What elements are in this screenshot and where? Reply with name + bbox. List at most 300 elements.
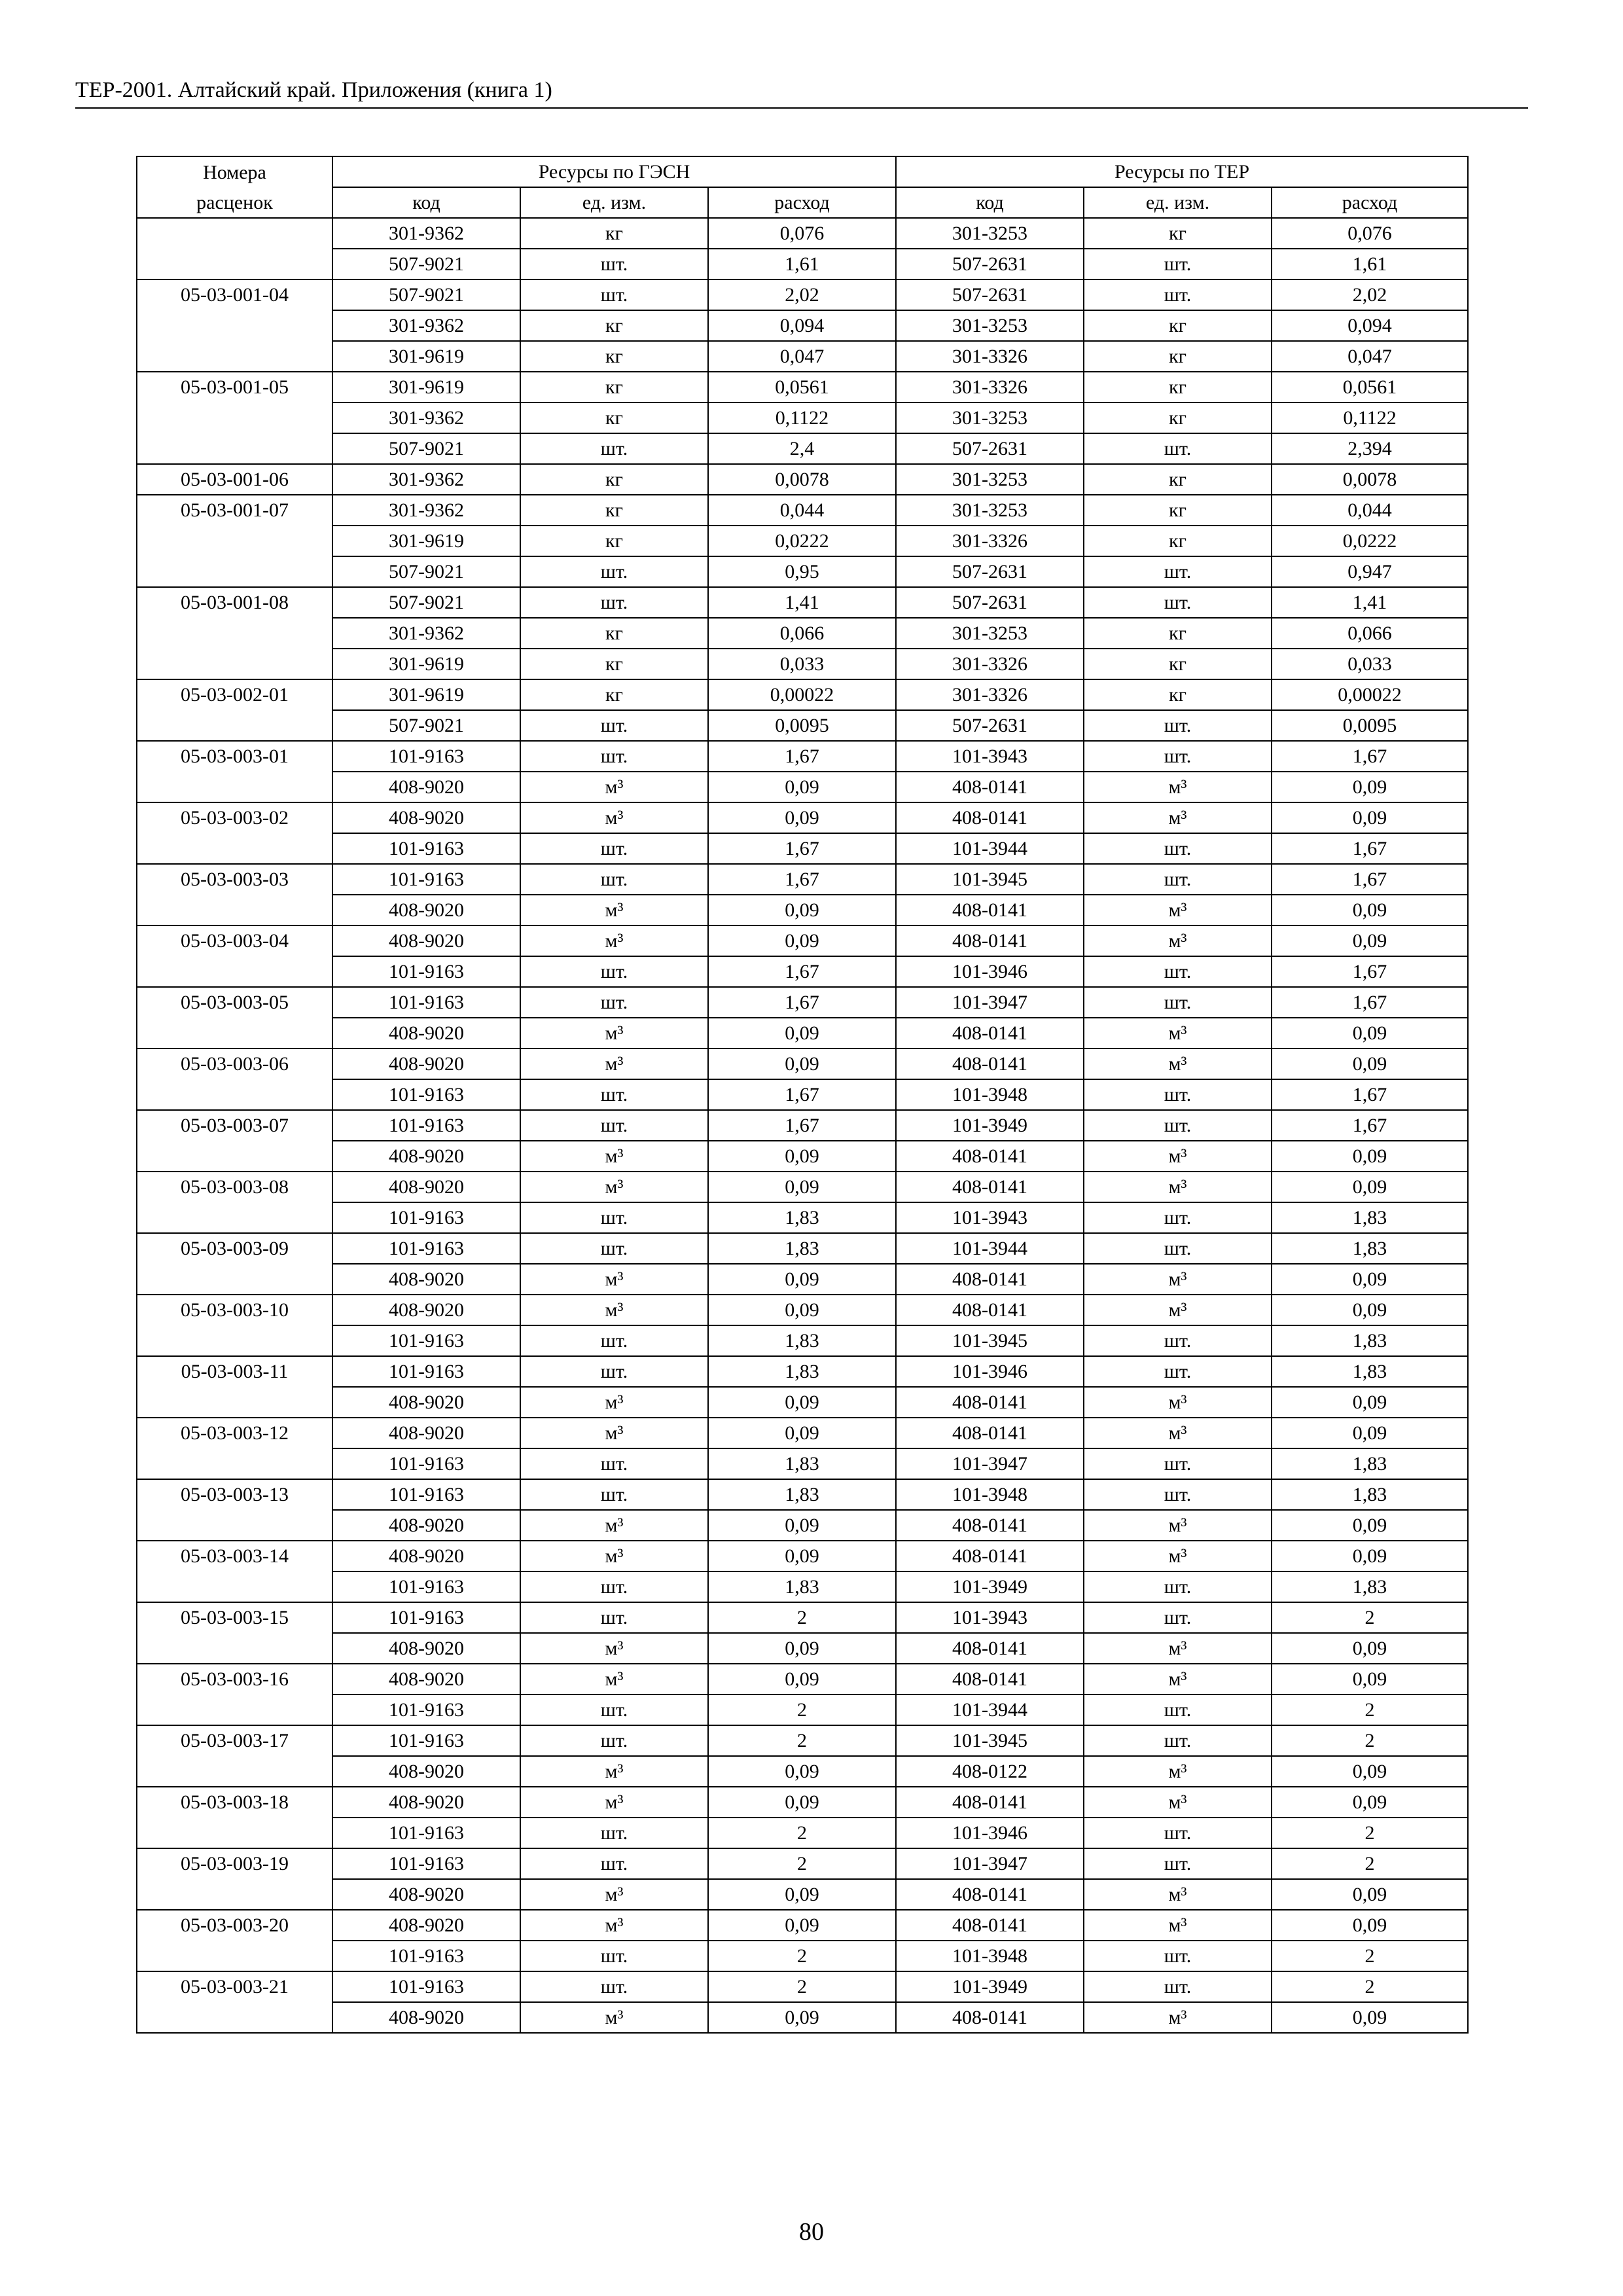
table-row bbox=[137, 772, 1468, 802]
gesn-code-cell: 408-9020 bbox=[332, 1418, 520, 1448]
ter-code-cell: 301-3253 bbox=[896, 403, 1084, 433]
gesn-code-cell: 408-9020 bbox=[332, 1756, 520, 1787]
gesn-unit-cell: шт. bbox=[520, 1848, 708, 1879]
ter-qty-cell: 0,09 bbox=[1272, 1172, 1468, 1202]
gesn-qty-cell: 0,047 bbox=[708, 341, 896, 372]
resources-table bbox=[136, 156, 1469, 2034]
rate-number-cell: 05-03-003-04 bbox=[137, 925, 332, 956]
rate-number-cell: 05-03-003-18 bbox=[137, 1787, 332, 1818]
gesn-unit-cell: шт. bbox=[520, 1695, 708, 1725]
ter-qty-cell: 0,09 bbox=[1272, 1633, 1468, 1664]
ter-code-cell: 101-3948 bbox=[896, 1479, 1084, 1510]
rate-number-cell bbox=[137, 1079, 332, 1110]
ter-qty-cell: 1,67 bbox=[1272, 741, 1468, 772]
ter-unit-cell: м³ bbox=[1084, 1295, 1272, 1325]
table-row bbox=[137, 1448, 1468, 1479]
rate-number-cell bbox=[137, 433, 332, 464]
rate-number-cell: 05-03-003-10 bbox=[137, 1295, 332, 1325]
gesn-qty-cell: 1,83 bbox=[708, 1233, 896, 1264]
rate-number-cell: 05-03-002-01 bbox=[137, 679, 332, 710]
ter-unit-cell: м³ bbox=[1084, 1633, 1272, 1664]
ter-qty-cell: 2 bbox=[1272, 1941, 1468, 1971]
rate-number-cell: 05-03-003-13 bbox=[137, 1479, 332, 1510]
ter-code-cell: 101-3945 bbox=[896, 864, 1084, 895]
header-rates-line2: расценок bbox=[196, 191, 273, 213]
table-row bbox=[137, 495, 1468, 526]
gesn-qty-cell: 0,00022 bbox=[708, 679, 896, 710]
ter-qty-cell: 1,67 bbox=[1272, 987, 1468, 1018]
table-row bbox=[137, 1141, 1468, 1172]
ter-unit-cell: шт. bbox=[1084, 1202, 1272, 1233]
ter-unit-cell: шт. bbox=[1084, 1079, 1272, 1110]
rate-number-cell bbox=[137, 341, 332, 372]
table-row bbox=[137, 587, 1468, 618]
rate-number-cell bbox=[137, 556, 332, 587]
gesn-code-cell: 408-9020 bbox=[332, 1664, 520, 1695]
ter-unit-cell: шт. bbox=[1084, 1971, 1272, 2002]
gesn-code-cell: 507-9021 bbox=[332, 587, 520, 618]
ter-unit-cell: кг bbox=[1084, 618, 1272, 649]
gesn-unit-cell: кг bbox=[520, 341, 708, 372]
gesn-qty-cell: 1,41 bbox=[708, 587, 896, 618]
rate-number-cell bbox=[137, 1141, 332, 1172]
gesn-qty-cell: 0,09 bbox=[708, 1541, 896, 1571]
table-row bbox=[137, 1941, 1468, 1971]
table-row bbox=[137, 1541, 1468, 1571]
ter-unit-cell: шт. bbox=[1084, 741, 1272, 772]
page-number: 80 bbox=[799, 2218, 824, 2246]
gesn-qty-cell: 0,066 bbox=[708, 618, 896, 649]
ter-code-cell: 101-3944 bbox=[896, 1233, 1084, 1264]
table-row bbox=[137, 649, 1468, 679]
rate-number-cell bbox=[137, 1756, 332, 1787]
table-row bbox=[137, 1356, 1468, 1387]
gesn-qty-cell: 1,67 bbox=[708, 1079, 896, 1110]
table-row bbox=[137, 1602, 1468, 1633]
table-row bbox=[137, 1695, 1468, 1725]
gesn-code-cell: 408-9020 bbox=[332, 1172, 520, 1202]
ter-code-cell: 301-3253 bbox=[896, 464, 1084, 495]
gesn-qty-cell: 0,033 bbox=[708, 649, 896, 679]
ter-unit-cell: шт. bbox=[1084, 1818, 1272, 1848]
gesn-code-cell: 408-9020 bbox=[332, 802, 520, 833]
ter-unit-cell: м³ bbox=[1084, 1787, 1272, 1818]
gesn-qty-cell: 0,09 bbox=[708, 2002, 896, 2033]
ter-qty-cell: 0,094 bbox=[1272, 310, 1468, 341]
ter-code-cell: 301-3253 bbox=[896, 218, 1084, 249]
gesn-unit-cell: м³ bbox=[520, 1418, 708, 1448]
ter-unit-cell: м³ bbox=[1084, 1387, 1272, 1418]
gesn-code-cell: 101-9163 bbox=[332, 864, 520, 895]
table-row bbox=[137, 1018, 1468, 1049]
ter-qty-cell: 0,033 bbox=[1272, 649, 1468, 679]
ter-unit-cell: м³ bbox=[1084, 1141, 1272, 1172]
gesn-qty-cell: 0,09 bbox=[708, 1264, 896, 1295]
gesn-qty-cell: 1,83 bbox=[708, 1202, 896, 1233]
ter-code-cell: 408-0141 bbox=[896, 1879, 1084, 1910]
table-row bbox=[137, 741, 1468, 772]
ter-qty-cell: 0,09 bbox=[1272, 1141, 1468, 1172]
table-row bbox=[137, 1079, 1468, 1110]
gesn-code-cell: 101-9163 bbox=[332, 1571, 520, 1602]
ter-code-cell: 101-3947 bbox=[896, 1448, 1084, 1479]
ter-qty-cell: 0,09 bbox=[1272, 1295, 1468, 1325]
gesn-qty-cell: 0,09 bbox=[708, 1633, 896, 1664]
table-row bbox=[137, 1787, 1468, 1818]
table-row bbox=[137, 1264, 1468, 1295]
gesn-code-cell: 408-9020 bbox=[332, 1633, 520, 1664]
gesn-qty-cell: 0,09 bbox=[708, 895, 896, 925]
ter-qty-cell: 1,67 bbox=[1272, 864, 1468, 895]
gesn-qty-cell: 1,67 bbox=[708, 833, 896, 864]
table-row bbox=[137, 1049, 1468, 1079]
ter-code-cell: 101-3945 bbox=[896, 1325, 1084, 1356]
gesn-qty-cell: 0,0095 bbox=[708, 710, 896, 741]
ter-unit-cell: кг bbox=[1084, 495, 1272, 526]
ter-code-cell: 101-3944 bbox=[896, 1695, 1084, 1725]
rate-number-cell bbox=[137, 710, 332, 741]
ter-unit-cell: шт. bbox=[1084, 710, 1272, 741]
gesn-unit-cell: м³ bbox=[520, 1172, 708, 1202]
gesn-code-cell: 101-9163 bbox=[332, 1479, 520, 1510]
rate-number-cell bbox=[137, 1018, 332, 1049]
gesn-unit-cell: кг bbox=[520, 495, 708, 526]
gesn-code-cell: 101-9163 bbox=[332, 1079, 520, 1110]
rate-number-cell bbox=[137, 618, 332, 649]
table-row bbox=[137, 864, 1468, 895]
gesn-unit-cell: м³ bbox=[520, 802, 708, 833]
gesn-qty-cell: 0,09 bbox=[708, 1664, 896, 1695]
ter-qty-cell: 2,02 bbox=[1272, 279, 1468, 310]
ter-qty-cell: 0,0561 bbox=[1272, 372, 1468, 403]
ter-code-cell: 101-3948 bbox=[896, 1941, 1084, 1971]
gesn-code-cell: 408-9020 bbox=[332, 772, 520, 802]
ter-code-cell: 101-3946 bbox=[896, 1356, 1084, 1387]
table-row bbox=[137, 1756, 1468, 1787]
ter-unit-cell: м³ bbox=[1084, 1049, 1272, 1079]
gesn-unit-cell: м³ bbox=[520, 1049, 708, 1079]
gesn-qty-cell: 1,83 bbox=[708, 1356, 896, 1387]
gesn-qty-cell: 1,83 bbox=[708, 1325, 896, 1356]
ter-qty-cell: 0,09 bbox=[1272, 1756, 1468, 1787]
header-gesn-qty: расход bbox=[708, 187, 896, 218]
ter-code-cell: 101-3946 bbox=[896, 956, 1084, 987]
header-ter: Ресурсы по ТЕР bbox=[896, 156, 1468, 187]
table-row bbox=[137, 1479, 1468, 1510]
gesn-code-cell: 101-9163 bbox=[332, 1448, 520, 1479]
ter-unit-cell: кг bbox=[1084, 341, 1272, 372]
ter-code-cell: 408-0141 bbox=[896, 1387, 1084, 1418]
header-ter-qty: расход bbox=[1272, 187, 1468, 218]
rate-number-cell: 05-03-003-15 bbox=[137, 1602, 332, 1633]
ter-qty-cell: 2 bbox=[1272, 1725, 1468, 1756]
ter-unit-cell: м³ bbox=[1084, 1910, 1272, 1941]
ter-qty-cell: 1,83 bbox=[1272, 1448, 1468, 1479]
ter-qty-cell: 1,83 bbox=[1272, 1233, 1468, 1264]
ter-unit-cell: м³ bbox=[1084, 1018, 1272, 1049]
ter-qty-cell: 2 bbox=[1272, 1848, 1468, 1879]
rate-number-cell bbox=[137, 1387, 332, 1418]
gesn-code-cell: 507-9021 bbox=[332, 249, 520, 279]
gesn-code-cell: 101-9163 bbox=[332, 1941, 520, 1971]
ter-unit-cell: м³ bbox=[1084, 1172, 1272, 1202]
gesn-code-cell: 408-9020 bbox=[332, 1295, 520, 1325]
gesn-qty-cell: 0,95 bbox=[708, 556, 896, 587]
gesn-code-cell: 101-9163 bbox=[332, 956, 520, 987]
gesn-code-cell: 408-9020 bbox=[332, 1510, 520, 1541]
ter-unit-cell: шт. bbox=[1084, 1725, 1272, 1756]
rate-number-cell: 05-03-003-02 bbox=[137, 802, 332, 833]
ter-qty-cell: 0,09 bbox=[1272, 772, 1468, 802]
gesn-unit-cell: кг bbox=[520, 526, 708, 556]
ter-qty-cell: 0,09 bbox=[1272, 1879, 1468, 1910]
rate-number-cell: 05-03-003-05 bbox=[137, 987, 332, 1018]
ter-code-cell: 408-0141 bbox=[896, 895, 1084, 925]
rate-number-cell: 05-03-003-19 bbox=[137, 1848, 332, 1879]
gesn-qty-cell: 2 bbox=[708, 1602, 896, 1633]
ter-unit-cell: м³ bbox=[1084, 2002, 1272, 2033]
gesn-qty-cell: 2 bbox=[708, 1848, 896, 1879]
gesn-qty-cell: 0,09 bbox=[708, 1018, 896, 1049]
ter-code-cell: 507-2631 bbox=[896, 556, 1084, 587]
ter-unit-cell: шт. bbox=[1084, 987, 1272, 1018]
gesn-code-cell: 101-9163 bbox=[332, 1110, 520, 1141]
ter-qty-cell: 0,09 bbox=[1272, 1049, 1468, 1079]
rate-number-cell bbox=[137, 895, 332, 925]
ter-qty-cell: 1,83 bbox=[1272, 1479, 1468, 1510]
gesn-unit-cell: шт. bbox=[520, 1233, 708, 1264]
gesn-code-cell: 507-9021 bbox=[332, 710, 520, 741]
ter-unit-cell: шт. bbox=[1084, 1110, 1272, 1141]
ter-qty-cell: 0,09 bbox=[1272, 2002, 1468, 2033]
ter-code-cell: 101-3946 bbox=[896, 1818, 1084, 1848]
gesn-unit-cell: кг bbox=[520, 310, 708, 341]
gesn-unit-cell: шт. bbox=[520, 741, 708, 772]
ter-code-cell: 301-3253 bbox=[896, 495, 1084, 526]
table-subheader-row bbox=[137, 187, 1468, 218]
header-gesn-code: код bbox=[332, 187, 520, 218]
ter-qty-cell: 2 bbox=[1272, 1695, 1468, 1725]
rate-number-cell: 05-03-003-03 bbox=[137, 864, 332, 895]
gesn-unit-cell: шт. bbox=[520, 1325, 708, 1356]
gesn-qty-cell: 1,83 bbox=[708, 1448, 896, 1479]
ter-qty-cell: 2,394 bbox=[1272, 433, 1468, 464]
gesn-unit-cell: шт. bbox=[520, 1079, 708, 1110]
gesn-unit-cell: кг bbox=[520, 218, 708, 249]
gesn-qty-cell: 2 bbox=[708, 1941, 896, 1971]
table-row bbox=[137, 833, 1468, 864]
rate-number-cell bbox=[137, 833, 332, 864]
gesn-code-cell: 101-9163 bbox=[332, 1325, 520, 1356]
gesn-qty-cell: 0,09 bbox=[708, 1295, 896, 1325]
ter-qty-cell: 0,066 bbox=[1272, 618, 1468, 649]
gesn-qty-cell: 1,67 bbox=[708, 864, 896, 895]
table-row bbox=[137, 1418, 1468, 1448]
gesn-qty-cell: 1,83 bbox=[708, 1571, 896, 1602]
gesn-code-cell: 101-9163 bbox=[332, 1602, 520, 1633]
gesn-code-cell: 101-9163 bbox=[332, 833, 520, 864]
gesn-qty-cell: 2 bbox=[708, 1971, 896, 2002]
gesn-unit-cell: м³ bbox=[520, 1879, 708, 1910]
ter-unit-cell: шт. bbox=[1084, 1695, 1272, 1725]
rate-number-cell: 05-03-003-06 bbox=[137, 1049, 332, 1079]
table-row bbox=[137, 895, 1468, 925]
ter-code-cell: 408-0141 bbox=[896, 1664, 1084, 1695]
ter-unit-cell: м³ bbox=[1084, 1510, 1272, 1541]
rate-number-cell: 05-03-003-09 bbox=[137, 1233, 332, 1264]
gesn-qty-cell: 1,67 bbox=[708, 1110, 896, 1141]
gesn-qty-cell: 0,09 bbox=[708, 1787, 896, 1818]
ter-unit-cell: шт. bbox=[1084, 833, 1272, 864]
table-header-row bbox=[137, 156, 1468, 187]
gesn-unit-cell: м³ bbox=[520, 925, 708, 956]
rate-number-cell: 05-03-003-21 bbox=[137, 1971, 332, 2002]
gesn-unit-cell: шт. bbox=[520, 1571, 708, 1602]
gesn-unit-cell: шт. bbox=[520, 833, 708, 864]
ter-unit-cell: м³ bbox=[1084, 895, 1272, 925]
gesn-unit-cell: кг bbox=[520, 464, 708, 495]
table-row bbox=[137, 1848, 1468, 1879]
gesn-code-cell: 301-9362 bbox=[332, 618, 520, 649]
ter-code-cell: 408-0141 bbox=[896, 1510, 1084, 1541]
rate-number-cell bbox=[137, 1571, 332, 1602]
ter-unit-cell: шт. bbox=[1084, 1356, 1272, 1387]
rate-number-cell: 05-03-003-07 bbox=[137, 1110, 332, 1141]
table-row bbox=[137, 1387, 1468, 1418]
gesn-unit-cell: м³ bbox=[520, 1510, 708, 1541]
running-header-title: ТЕР-2001. Алтайский край. Приложения (книга 1) bbox=[75, 78, 552, 102]
gesn-unit-cell: шт. bbox=[520, 249, 708, 279]
ter-qty-cell: 0,09 bbox=[1272, 925, 1468, 956]
ter-code-cell: 408-0141 bbox=[896, 1418, 1084, 1448]
table-row bbox=[137, 433, 1468, 464]
gesn-code-cell: 301-9362 bbox=[332, 403, 520, 433]
gesn-unit-cell: м³ bbox=[520, 772, 708, 802]
ter-unit-cell: шт. bbox=[1084, 1479, 1272, 1510]
ter-qty-cell: 1,83 bbox=[1272, 1356, 1468, 1387]
gesn-unit-cell: шт. bbox=[520, 1479, 708, 1510]
gesn-code-cell: 408-9020 bbox=[332, 1387, 520, 1418]
rate-number-cell bbox=[137, 956, 332, 987]
ter-qty-cell: 0,09 bbox=[1272, 1787, 1468, 1818]
gesn-code-cell: 408-9020 bbox=[332, 1787, 520, 1818]
gesn-unit-cell: шт. bbox=[520, 864, 708, 895]
rate-number-cell bbox=[137, 1510, 332, 1541]
gesn-code-cell: 507-9021 bbox=[332, 279, 520, 310]
gesn-qty-cell: 2,02 bbox=[708, 279, 896, 310]
ter-unit-cell: шт. bbox=[1084, 1325, 1272, 1356]
table-row bbox=[137, 1725, 1468, 1756]
ter-unit-cell: шт. bbox=[1084, 1233, 1272, 1264]
gesn-qty-cell: 0,09 bbox=[708, 925, 896, 956]
gesn-qty-cell: 0,09 bbox=[708, 1141, 896, 1172]
gesn-qty-cell: 1,61 bbox=[708, 249, 896, 279]
ter-code-cell: 101-3943 bbox=[896, 1202, 1084, 1233]
gesn-code-cell: 408-9020 bbox=[332, 925, 520, 956]
ter-qty-cell: 0,0222 bbox=[1272, 526, 1468, 556]
ter-unit-cell: кг bbox=[1084, 679, 1272, 710]
table-row bbox=[137, 2002, 1468, 2033]
table-row bbox=[137, 1818, 1468, 1848]
gesn-qty-cell: 0,1122 bbox=[708, 403, 896, 433]
ter-unit-cell: кг bbox=[1084, 403, 1272, 433]
gesn-unit-cell: шт. bbox=[520, 710, 708, 741]
gesn-code-cell: 101-9163 bbox=[332, 1233, 520, 1264]
ter-qty-cell: 0,0078 bbox=[1272, 464, 1468, 495]
table-row bbox=[137, 987, 1468, 1018]
gesn-qty-cell: 0,0222 bbox=[708, 526, 896, 556]
gesn-unit-cell: шт. bbox=[520, 1971, 708, 2002]
ter-unit-cell: кг bbox=[1084, 372, 1272, 403]
gesn-qty-cell: 0,076 bbox=[708, 218, 896, 249]
ter-code-cell: 301-3326 bbox=[896, 372, 1084, 403]
gesn-qty-cell: 2 bbox=[708, 1725, 896, 1756]
ter-qty-cell: 0,047 bbox=[1272, 341, 1468, 372]
table-row bbox=[137, 618, 1468, 649]
ter-code-cell: 301-3253 bbox=[896, 618, 1084, 649]
header-ter-unit: ед. изм. bbox=[1084, 187, 1272, 218]
gesn-qty-cell: 0,09 bbox=[708, 1756, 896, 1787]
gesn-code-cell: 301-9362 bbox=[332, 464, 520, 495]
gesn-code-cell: 101-9163 bbox=[332, 1818, 520, 1848]
gesn-unit-cell: м³ bbox=[520, 2002, 708, 2033]
ter-unit-cell: м³ bbox=[1084, 1879, 1272, 1910]
header-ter-code: код bbox=[896, 187, 1084, 218]
table-row bbox=[137, 1664, 1468, 1695]
ter-unit-cell: шт. bbox=[1084, 279, 1272, 310]
ter-qty-cell: 1,83 bbox=[1272, 1571, 1468, 1602]
ter-qty-cell: 0,044 bbox=[1272, 495, 1468, 526]
gesn-unit-cell: шт. bbox=[520, 1202, 708, 1233]
gesn-code-cell: 408-9020 bbox=[332, 1049, 520, 1079]
ter-unit-cell: м³ bbox=[1084, 925, 1272, 956]
rate-number-cell bbox=[137, 772, 332, 802]
ter-unit-cell: кг bbox=[1084, 218, 1272, 249]
ter-qty-cell: 0,09 bbox=[1272, 895, 1468, 925]
gesn-unit-cell: м³ bbox=[520, 1633, 708, 1664]
ter-qty-cell: 1,67 bbox=[1272, 1079, 1468, 1110]
gesn-unit-cell: шт. bbox=[520, 1818, 708, 1848]
header-rates-line1: Номера bbox=[203, 161, 266, 183]
ter-unit-cell: шт. bbox=[1084, 864, 1272, 895]
ter-unit-cell: м³ bbox=[1084, 802, 1272, 833]
ter-code-cell: 101-3944 bbox=[896, 833, 1084, 864]
gesn-qty-cell: 1,67 bbox=[708, 741, 896, 772]
ter-unit-cell: шт. bbox=[1084, 956, 1272, 987]
rate-number-cell: 05-03-003-16 bbox=[137, 1664, 332, 1695]
gesn-code-cell: 101-9163 bbox=[332, 1202, 520, 1233]
ter-code-cell: 507-2631 bbox=[896, 279, 1084, 310]
gesn-qty-cell: 0,044 bbox=[708, 495, 896, 526]
gesn-qty-cell: 2 bbox=[708, 1695, 896, 1725]
ter-qty-cell: 0,09 bbox=[1272, 1264, 1468, 1295]
ter-code-cell: 101-3949 bbox=[896, 1110, 1084, 1141]
ter-unit-cell: шт. bbox=[1084, 1848, 1272, 1879]
table-row bbox=[137, 310, 1468, 341]
ter-unit-cell: шт. bbox=[1084, 587, 1272, 618]
rate-number-cell bbox=[137, 249, 332, 279]
gesn-code-cell: 507-9021 bbox=[332, 433, 520, 464]
rate-number-cell bbox=[137, 2002, 332, 2033]
ter-qty-cell: 0,00022 bbox=[1272, 679, 1468, 710]
rate-number-cell bbox=[137, 1695, 332, 1725]
gesn-code-cell: 301-9619 bbox=[332, 372, 520, 403]
gesn-unit-cell: шт. bbox=[520, 1941, 708, 1971]
gesn-unit-cell: шт. bbox=[520, 1110, 708, 1141]
ter-code-cell: 408-0141 bbox=[896, 1172, 1084, 1202]
ter-code-cell: 301-3326 bbox=[896, 679, 1084, 710]
gesn-qty-cell: 0,0078 bbox=[708, 464, 896, 495]
